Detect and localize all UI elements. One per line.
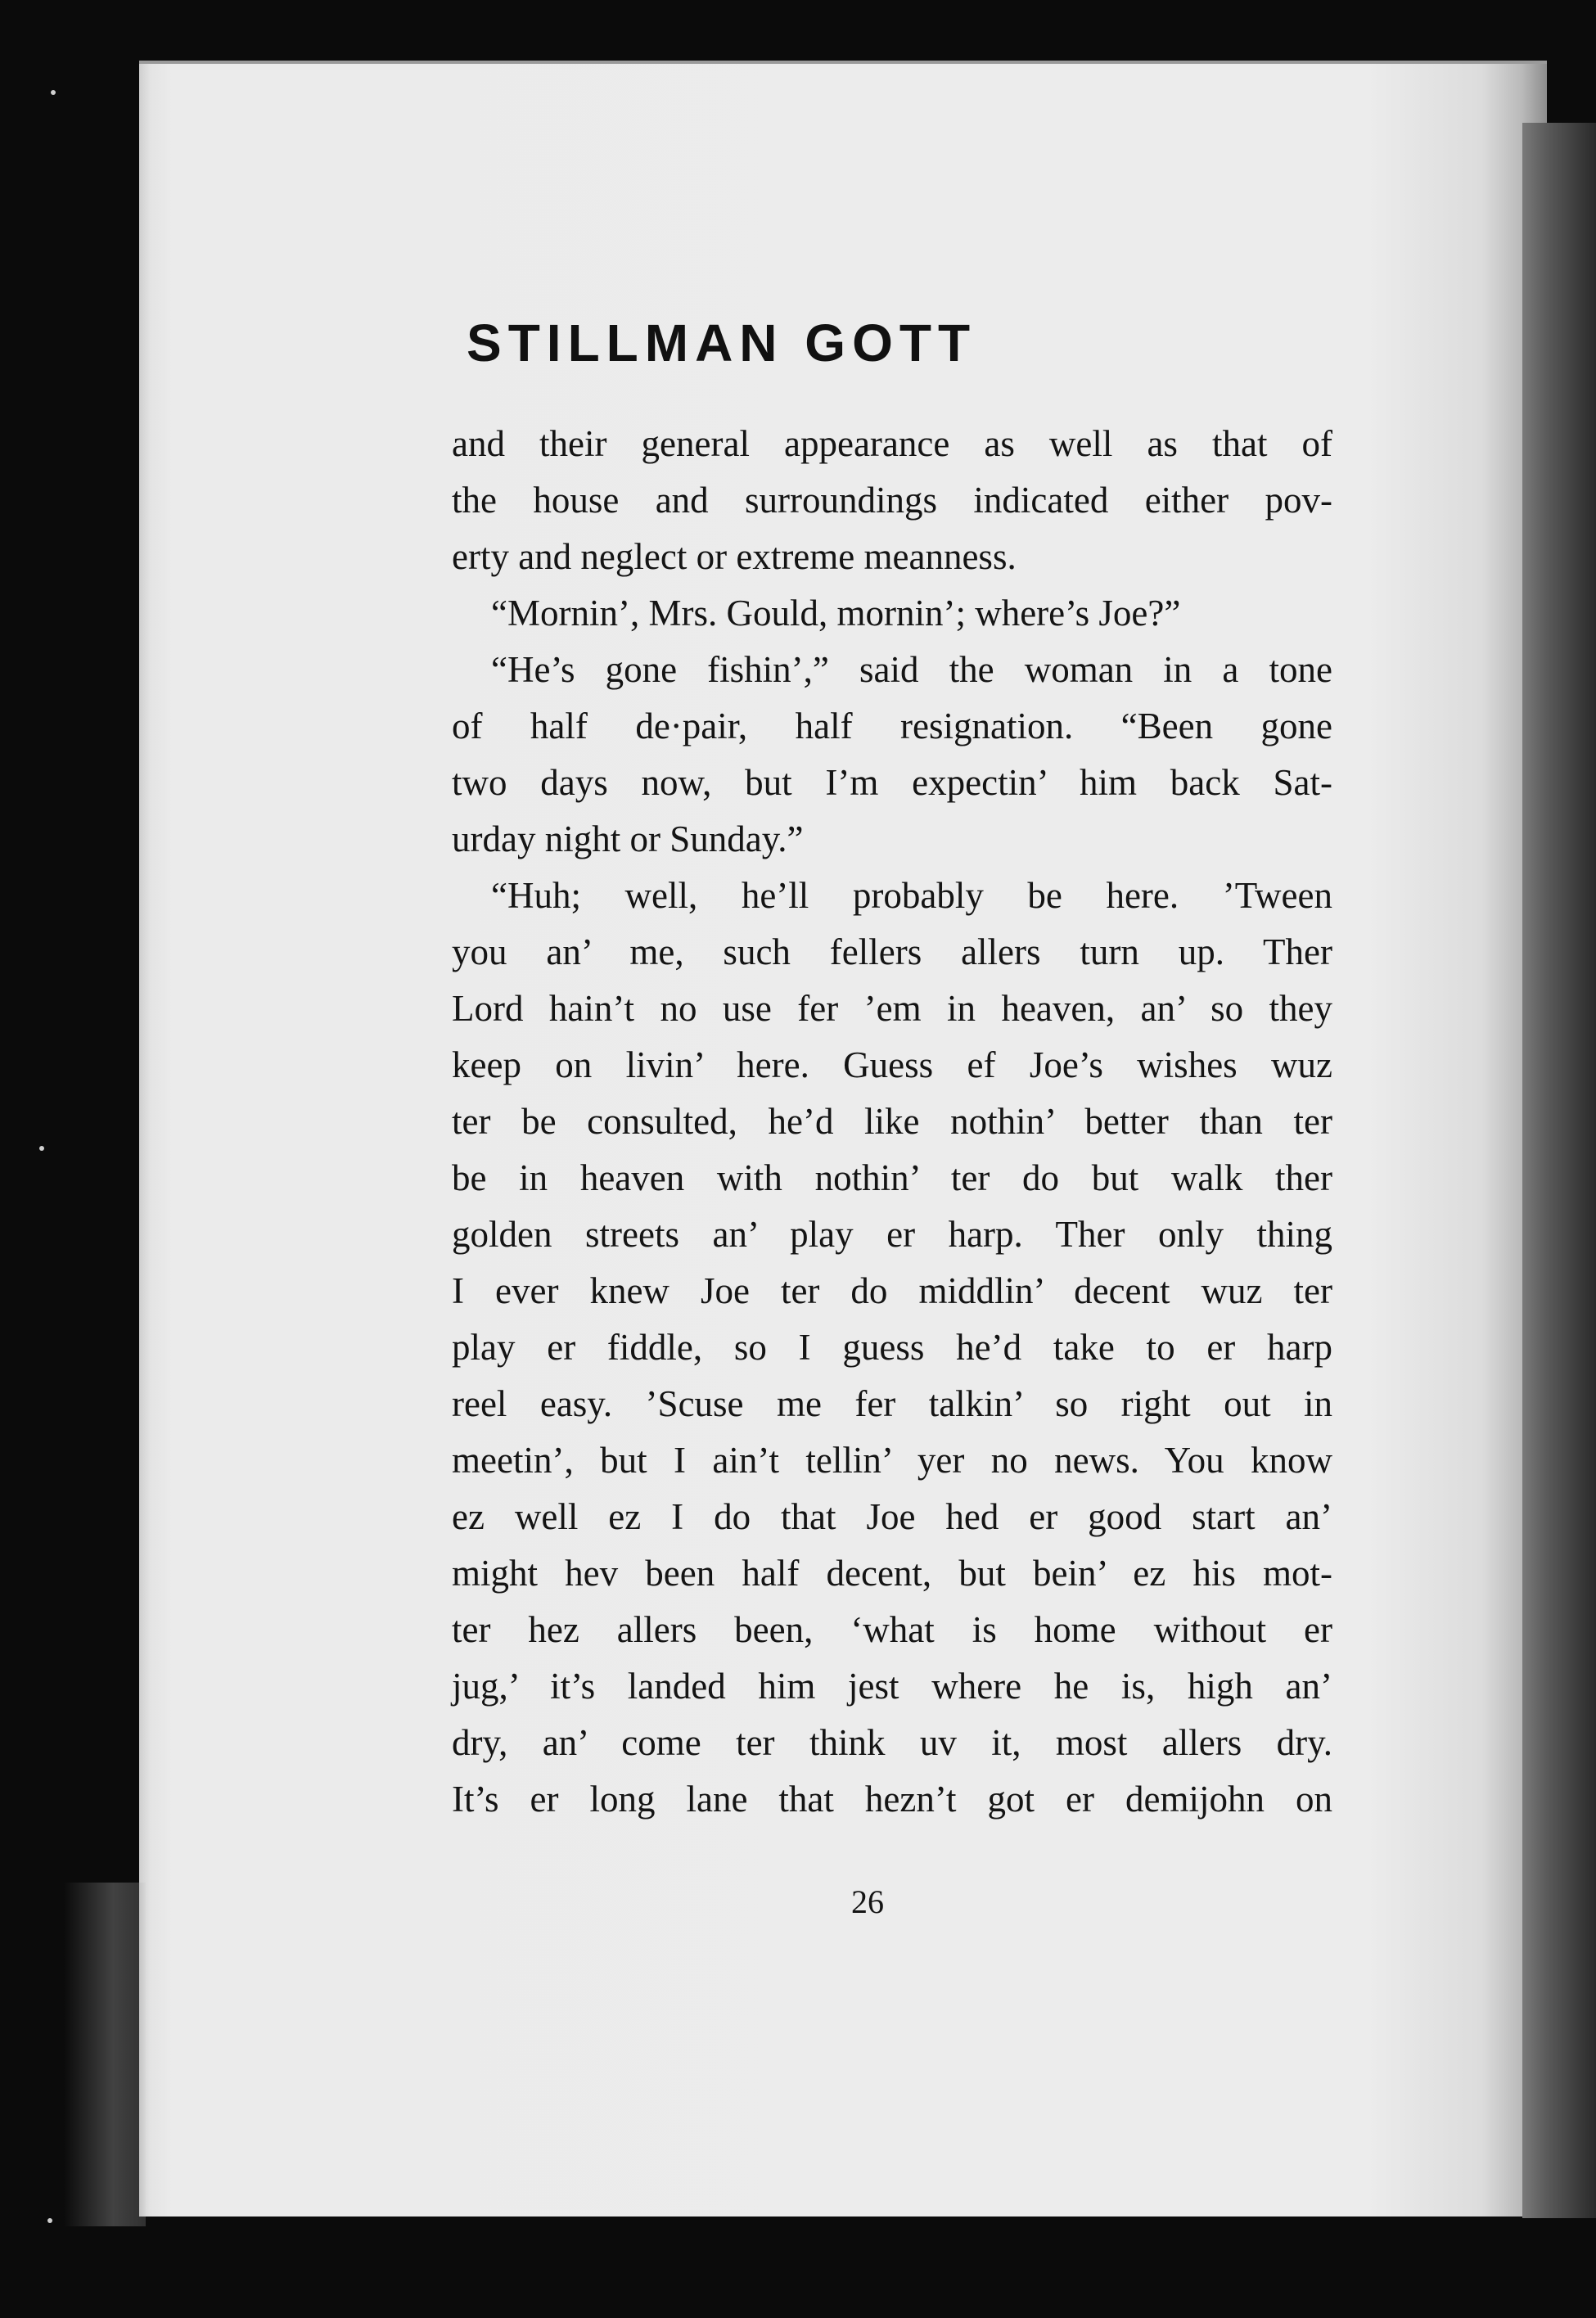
paragraph (452, 416, 1332, 585)
scan-speck (47, 2218, 52, 2223)
text-line: two days now, but I’m expectin’ him back Sat- (452, 762, 1332, 803)
text-line: and their general appearance as well as that of (452, 423, 1332, 464)
text-line: urday night or Sunday.” (452, 819, 804, 859)
scan-speck (51, 90, 56, 95)
running-head: STILLMAN GOTT (467, 313, 977, 372)
text-line: the house and surroundings indicated either pov- (452, 480, 1332, 521)
text-line: dry, an’ come ter think uv it, most allers dry. (452, 1722, 1332, 1763)
paragraph (452, 642, 1332, 868)
text-line: ez well ez I do that Joe hed er good start an’ (452, 1496, 1332, 1537)
text-line: It’s er long lane that hezn’t got er demijohn on (452, 1779, 1332, 1820)
text-line: meetin’, but I ain’t tellin’ yer no news. You know (452, 1440, 1332, 1481)
book-fore-edge-shadow (1522, 123, 1596, 2218)
text-line: of half de·pair, half resignation. “Been gone (452, 706, 1332, 746)
text-line: “He’s gone fishin’,” said the woman in a tone (491, 649, 1332, 690)
text-line: reel easy. ’Scuse me fer talkin’ so right out in (452, 1383, 1332, 1424)
text-line: Lord hain’t no use fer ’em in heaven, an’ so they (452, 988, 1332, 1029)
text-line: ter hez allers been, ‘what is home without er (452, 1609, 1332, 1650)
text-line: be in heaven with nothin’ ter do but walk ther (452, 1157, 1332, 1198)
scan-speck (39, 1146, 44, 1151)
paragraph (452, 585, 1332, 642)
text-line: “Huh; well, he’ll probably be here. ’Tween (491, 875, 1332, 916)
text-line: “Mornin’, Mrs. Gould, mornin’; where’s Joe?” (491, 593, 1181, 634)
text-line: jug,’ it’s landed him jest where he is, high an’ (452, 1666, 1332, 1707)
paragraph (452, 868, 1332, 1828)
text-line: golden streets an’ play er harp. Ther only thing (452, 1214, 1332, 1255)
left-margin-shadow (64, 1883, 146, 2226)
text-line: erty and neglect or extreme meanness. (452, 536, 1017, 577)
text-line: play er fiddle, so I guess he’d take to er harp (452, 1327, 1332, 1368)
text-line: I ever knew Joe ter do middlin’ decent wuz ter (452, 1270, 1332, 1311)
text-line: keep on livin’ here. Guess ef Joe’s wishes wuz (452, 1044, 1332, 1085)
text-line: might hev been half decent, but bein’ ez his mot- (452, 1553, 1332, 1594)
text-line: ter be consulted, he’d like nothin’ better than ter (452, 1101, 1332, 1142)
page-number: 26 (851, 1883, 884, 1920)
body-text (452, 416, 1332, 1828)
text-line: you an’ me, such fellers allers turn up. Ther (452, 931, 1332, 972)
